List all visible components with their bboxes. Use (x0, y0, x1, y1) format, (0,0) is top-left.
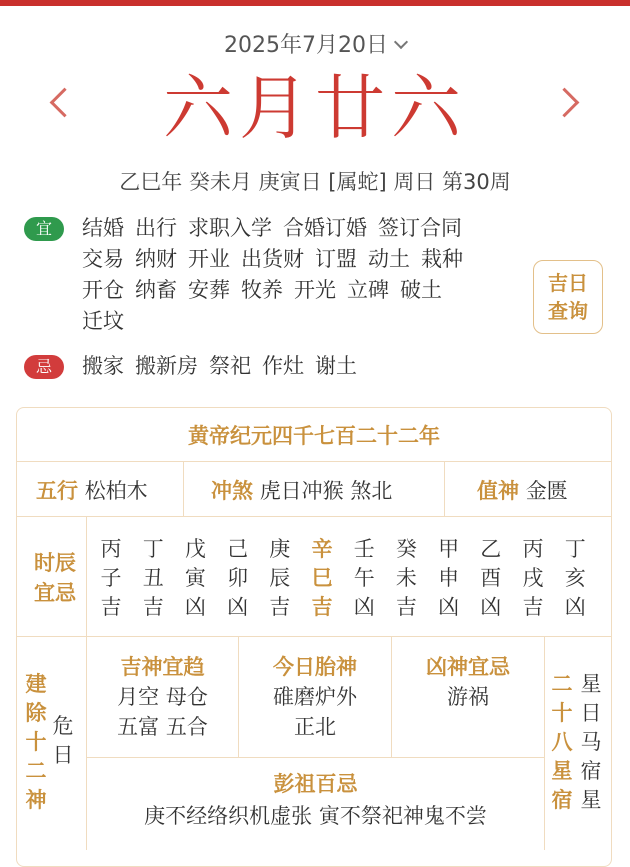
shichen-char: 巳 (311, 566, 333, 590)
shichen-char: 凶 (438, 595, 460, 619)
shichen-char: 辰 (269, 566, 291, 590)
shichen-char: 子 (100, 566, 122, 590)
pengzu (87, 768, 544, 832)
next-day-button[interactable] (554, 92, 574, 112)
divider (17, 516, 611, 517)
date-picker[interactable] (0, 28, 630, 59)
top-accent-bar (0, 0, 630, 6)
zhishen-label: 值神 (477, 479, 519, 503)
shichen-char: 凶 (564, 595, 586, 619)
yi-badge: 宜 (24, 217, 64, 241)
shichen-char: 甲 (438, 537, 460, 561)
shichen-char: 吉 (100, 595, 122, 619)
zhishen-value: 金匮 (525, 479, 568, 503)
ganzhi-info: 乙巳年 癸未月 庚寅日 [属蛇] 周日 第30周 (119, 170, 511, 194)
shichen-label: 时辰宜忌 (34, 551, 76, 605)
shichen-char: 吉 (269, 595, 291, 619)
auspicious-day-lookup-button[interactable] (533, 260, 603, 334)
shichen-column (309, 535, 335, 622)
shichen-column (140, 535, 166, 622)
chongsha (211, 475, 392, 505)
yi-item: 栽种 (421, 247, 463, 271)
ji-item: 谢土 (315, 354, 357, 378)
divider (183, 462, 184, 516)
shichen-char: 癸 (395, 537, 417, 561)
shichen-char: 辛 (311, 537, 333, 561)
yi-item: 开光 (294, 278, 336, 302)
shichen-char: 壬 (353, 537, 375, 561)
yi-items (82, 213, 504, 337)
shichen-char: 丁 (564, 537, 586, 561)
jishen-line2: 五富 五合 (117, 715, 208, 739)
jianchu-value: 危日 (52, 714, 74, 767)
shichen-char: 卯 (227, 566, 249, 590)
taishen-line2: 正北 (294, 715, 336, 739)
shichen-char: 酉 (480, 566, 502, 590)
shichen-char: 丁 (142, 537, 164, 561)
shichen-column (562, 535, 588, 622)
shichen-char: 申 (438, 566, 460, 590)
yi-item: 交易 (82, 247, 124, 271)
shichen-char: 凶 (227, 595, 249, 619)
shichen-char: 乙 (480, 537, 502, 561)
ji-item: 搬新房 (135, 354, 198, 378)
shichen-char: 亥 (564, 566, 586, 590)
shichen-column (520, 535, 546, 622)
shichen-char: 戊 (184, 537, 206, 561)
xiongshen-label: 凶神宜忌 (426, 655, 510, 679)
jishen (87, 652, 238, 742)
shichen-column (393, 535, 419, 622)
pengzu-value: 庚不经络织机虚张 寅不祭祀神鬼不尝 (144, 804, 487, 828)
jianchu-label: 建除十二神 (25, 672, 47, 812)
jishen-line1: 月空 母仓 (117, 685, 208, 709)
divider (17, 461, 611, 462)
divider (17, 636, 611, 637)
yi-item: 开业 (188, 247, 230, 271)
yi-item: 订盟 (315, 247, 357, 271)
shichen-char: 庚 (269, 537, 291, 561)
shichen-char: 吉 (311, 595, 333, 619)
yi-item: 立碑 (347, 278, 389, 302)
wuxing (36, 475, 148, 505)
shichen-column (478, 535, 504, 622)
zhishen (477, 475, 568, 505)
chongsha-value: 虎日冲猴 煞北 (259, 479, 393, 503)
taishen (239, 652, 391, 742)
shichen-char: 凶 (184, 595, 206, 619)
shichen-char: 未 (395, 566, 417, 590)
yi-item: 牧养 (241, 278, 283, 302)
shichen-char: 凶 (480, 595, 502, 619)
yi-item: 结婚 (82, 216, 124, 240)
ji-item: 搬家 (82, 354, 124, 378)
shichen-char: 吉 (522, 595, 544, 619)
shichen-char: 戌 (522, 566, 544, 590)
shichen-column (436, 535, 462, 622)
solar-date[interactable]: 2025年7月20日 (224, 33, 388, 58)
yi-item: 出货财 (241, 247, 304, 271)
shichen-char: 吉 (142, 595, 164, 619)
yi-item: 迁坟 (82, 309, 124, 333)
ji-badge: 忌 (24, 355, 64, 379)
taishen-line1: 碓磨炉外 (273, 685, 357, 709)
shichen-column (98, 535, 124, 622)
ji-items (82, 351, 504, 382)
divider (544, 637, 545, 850)
shichen-char: 己 (227, 537, 249, 561)
shichen-char: 吉 (395, 595, 417, 619)
taishen-label: 今日胎神 (273, 655, 357, 679)
wuxing-label: 五行 (36, 479, 78, 503)
ji-section (24, 351, 504, 382)
xiongshen (392, 652, 544, 712)
chongsha-label: 冲煞 (211, 479, 253, 503)
yi-item: 开仓 (82, 278, 124, 302)
chevron-down-icon[interactable] (394, 35, 408, 49)
yi-item: 破土 (400, 278, 442, 302)
year-title: 黄帝纪元四千七百二十二年 (188, 424, 440, 448)
yi-item: 纳畜 (135, 278, 177, 302)
shichen-char: 丑 (142, 566, 164, 590)
yi-item: 签订合同 (378, 216, 462, 240)
xiongshen-value: 游祸 (447, 685, 489, 709)
yi-item: 合婚订婚 (283, 216, 367, 240)
yi-item: 出行 (135, 216, 177, 240)
lookup-label-1[interactable]: 吉日 (548, 271, 588, 295)
yi-item: 动土 (368, 247, 410, 271)
jishen-label: 吉神宜趋 (120, 655, 205, 679)
shichen-column (225, 535, 251, 622)
lookup-label-2[interactable]: 查询 (548, 299, 588, 323)
shichen-column (182, 535, 208, 622)
shichen-column (351, 535, 377, 622)
lunar-date: 六月廿六 (163, 67, 467, 149)
yi-section (24, 213, 504, 337)
shichen-char: 丙 (100, 537, 122, 561)
yi-item: 安葬 (188, 278, 230, 302)
shichen-char: 寅 (184, 566, 206, 590)
ji-item: 祭祀 (209, 354, 251, 378)
shichen-char: 午 (353, 566, 375, 590)
pengzu-label: 彭祖百忌 (273, 772, 358, 796)
yi-item: 纳财 (135, 247, 177, 271)
ji-item: 作灶 (262, 354, 304, 378)
shichen-column (267, 535, 293, 622)
xingsu-value: 星日马宿星 (580, 672, 602, 812)
shichen-char: 丙 (522, 537, 544, 561)
divider (444, 462, 445, 516)
yi-item: 求职入学 (188, 216, 272, 240)
xingsu-label: 二十八星宿 (551, 672, 573, 812)
divider (86, 757, 544, 758)
shichen-char: 凶 (353, 595, 375, 619)
wuxing-value: 松柏木 (84, 479, 148, 503)
